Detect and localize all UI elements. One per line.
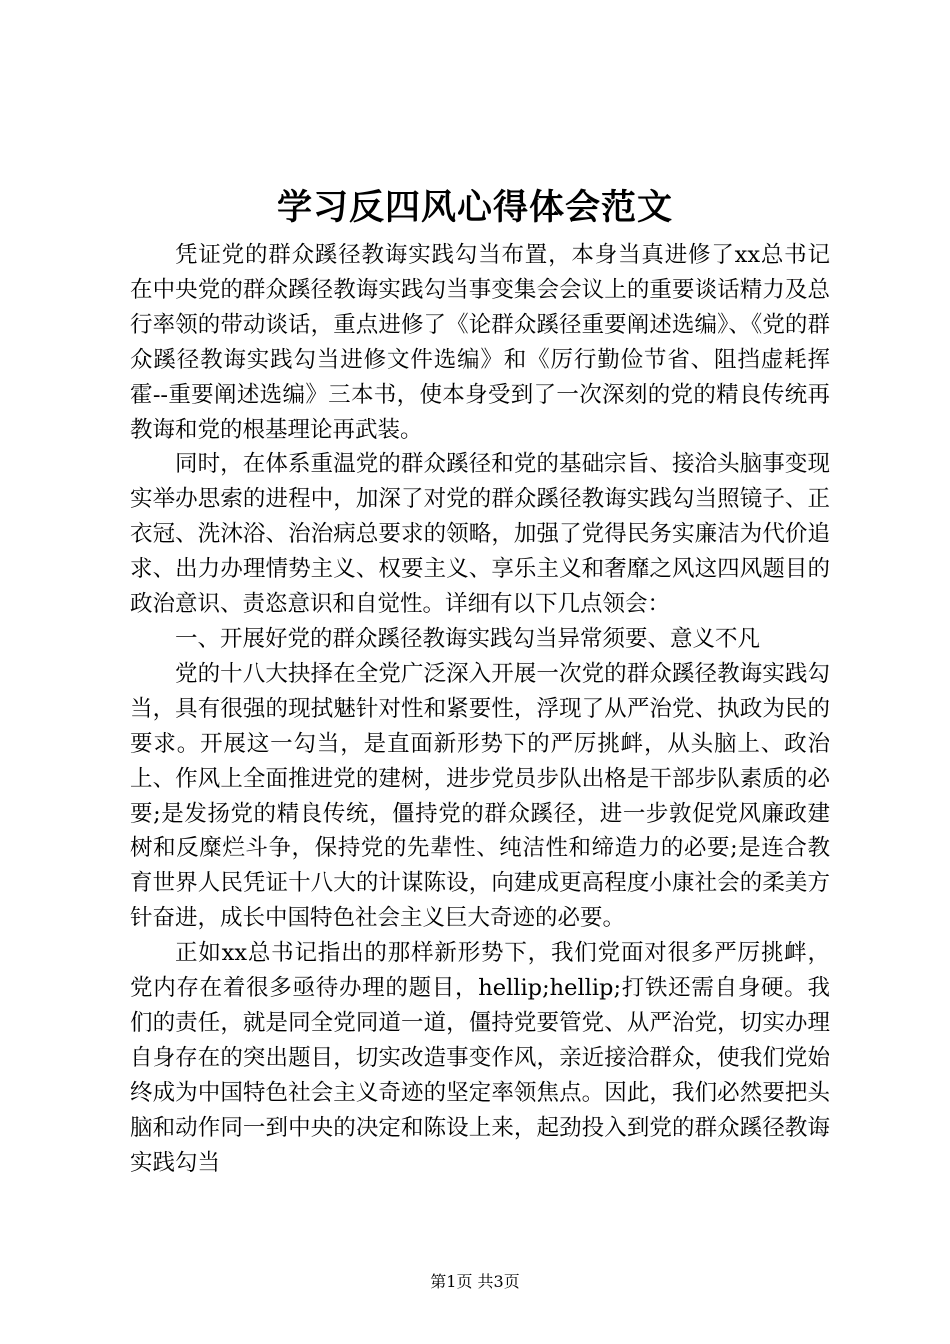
page-footer: 第1页 共3页	[430, 1272, 520, 1291]
document-body	[130, 238, 830, 1180]
paragraph-4: 正如xx总书记指出的那样新形势下，我们党面对很多严厉挑衅，党内存在着很多亟待办理的题目，hellip;hellip;打铁还需自身硬。我们的责任，就是同全党同道一道，僵持党要管党、从严治党，切实办理自身存在的突出题目，切实改造事变作风，亲近接洽群众，使我们党始终成为中国特色社会主义奇迹的坚定率领焦点。因此，我们必然要把头脑和动作同一到中央的决定和陈设上来，起劲投入到党的群众蹊径教诲实践勾当	[130, 940, 830, 1176]
section-heading-1: 一、开展好党的群众蹊径教诲实践勾当异常须要、意义不凡	[175, 625, 761, 652]
document-title: 学习反四风心得体会范文	[276, 187, 673, 228]
paragraph-1: 凭证党的群众蹊径教诲实践勾当布置，本身当真进修了xx总书记在中央党的群众蹊径教诲实践勾当事变集会会议上的重要谈话精力及总行率领的带动谈话，重点进修了《论群众蹊径重要阐述选编》、《党的群众蹊径教诲实践勾当进修文件选编》和《厉行勤俭节省、阻挡虚耗挥霍--重要阐述选编》三本书，使本身受到了一次深刻的党的精良传统再教诲和党的根基理论再武装。	[130, 242, 830, 443]
paragraph-2: 同时，在体系重温党的群众蹊径和党的基础宗旨、接洽头脑事变现实举办思索的进程中，加深了对党的群众蹊径教诲实践勾当照镜子、正衣冠、洗沐浴、治治病总要求的领略，加强了党得民务实廉洁为代价追求、出力办理情势主义、权要主义、享乐主义和奢靡之风这四风题目的政治意识、责恣意识和自觉性。详细有以下几点领会：	[130, 451, 830, 618]
paragraph-3: 党的十八大抉择在全党广泛深入开展一次党的群众蹊径教诲实践勾当，具有很强的现拭魅针对性和紧要性，浮现了从严治党、执政为民的要求。开展这一勾当，是直面新形势下的严厉挑衅，从头脑上、政治上、作风上全面推进党的建树，进步党员步队出格是干部步队素质的必要;是发扬党的精良传统，僵持党的群众蹊径，进一步敦促党风廉政建树和反糜烂斗争，保持党的先辈性、纯洁性和缔造力的必要;是连合教育世界人民凭证十八大的计谋陈设，向建成更高程度小康社会的柔美方针奋进，成长中国特色社会主义巨大奇迹的必要。	[130, 660, 830, 932]
